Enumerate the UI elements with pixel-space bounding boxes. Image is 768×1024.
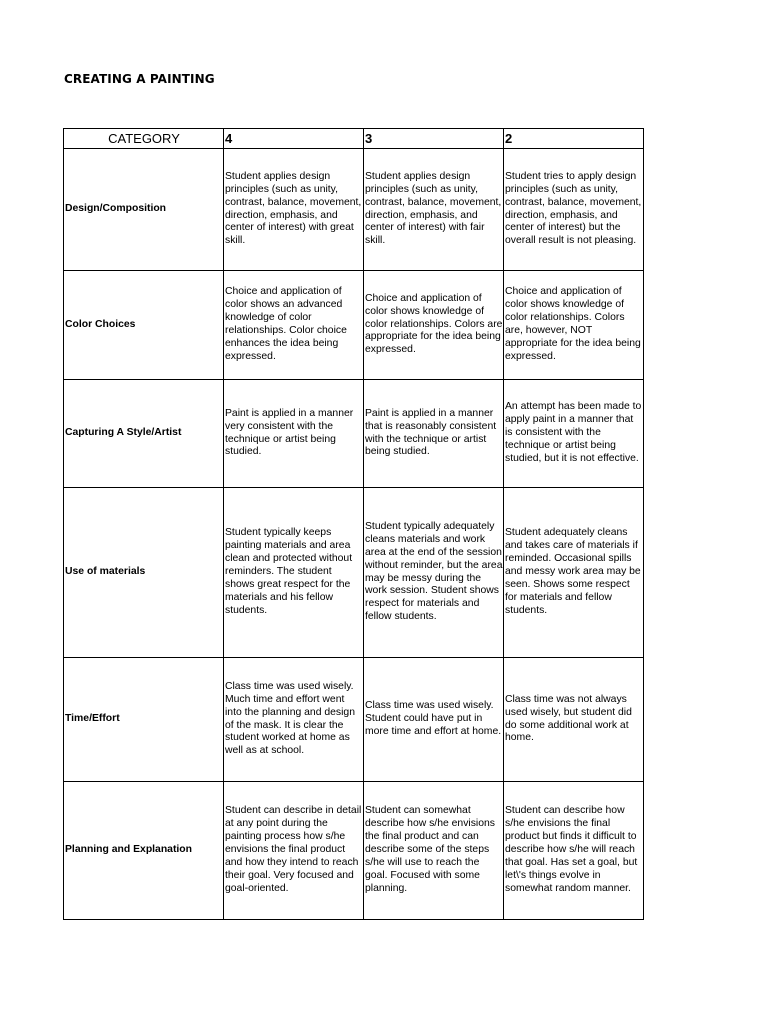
criterion-cell-level-2: Choice and application of color shows knowledge of color relationships. Colors are, however, NOT appropriate for the idea being expressed. xyxy=(504,271,644,380)
header-category: CATEGORY xyxy=(64,129,224,149)
header-row xyxy=(64,129,644,149)
document-title: CREATING A PAINTING xyxy=(64,72,215,86)
criterion-cell-level-3: Student typically adequately cleans materials and work area at the end of the session without reminder, but the area may be messy during the work session. Student shows respect for materials and fellow students. xyxy=(364,488,504,658)
rubric-row-time-effort xyxy=(64,658,644,782)
criterion-cell-level-4: Student typically keeps painting materials and area clean and protected without reminders. The student shows great respect for the materials and his fellow students. xyxy=(224,488,364,658)
category-cell: Time/Effort xyxy=(64,658,224,782)
category-cell: Use of materials xyxy=(64,488,224,658)
rubric-row-capturing-style xyxy=(64,380,644,488)
criterion-cell-level-3: Class time was used wisely. Student could have put in more time and effort at home. xyxy=(364,658,504,782)
rubric-row-use-of-materials xyxy=(64,488,644,658)
criterion-cell-level-3: Student can somewhat describe how s/he envisions the final product and can describe some of the steps s/he will use to reach the goal. Focused with some planning. xyxy=(364,782,504,920)
criterion-cell-level-3: Paint is applied in a manner that is reasonably consistent with the technique or artist being studied. xyxy=(364,380,504,488)
criterion-cell-level-3: Student applies design principles (such as unity, contrast, balance, movement, direction, emphasis, and center of interest) with fair skill. xyxy=(364,149,504,271)
criterion-cell-level-2: Class time was not always used wisely, but student did do some additional work at home. xyxy=(504,658,644,782)
criterion-cell-level-4: Choice and application of color shows an advanced knowledge of color relationships. Color choice enhances the idea being expressed. xyxy=(224,271,364,380)
category-cell: Design/Composition xyxy=(64,149,224,271)
criterion-cell-level-4: Student can describe in detail at any point during the painting process how s/he envisions the final product and how they intend to reach their goal. Very focused and goal-oriented. xyxy=(224,782,364,920)
criterion-cell-level-2: Student adequately cleans and takes care of materials if reminded. Occasional spills and messy work area may be seen. Shows some respect for materials and fellow students. xyxy=(504,488,644,658)
category-cell: Capturing A Style/Artist xyxy=(64,380,224,488)
criterion-cell-level-2: Student can describe how s/he envisions the final product but finds it difficult to describe how s/he will reach that goal. Has set a goal, but let\'s things evolve in somewhat random manner. xyxy=(504,782,644,920)
rubric-table xyxy=(63,128,644,920)
criterion-cell-level-2: Student tries to apply design principles (such as unity, contrast, balance, movement, direction, emphasis, and center of interest) but the overall result is not pleasing. xyxy=(504,149,644,271)
rubric-row-color-choices xyxy=(64,271,644,380)
category-cell: Planning and Explanation xyxy=(64,782,224,920)
criterion-cell-level-4: Class time was used wisely. Much time and effort went into the planning and design of the mask. It is clear the student worked at home as well as at school. xyxy=(224,658,364,782)
criterion-cell-level-4: Student applies design principles (such as unity, contrast, balance, movement, direction, emphasis, and center of interest) with great skill. xyxy=(224,149,364,271)
header-level-2: 2 xyxy=(504,129,644,149)
criterion-cell-level-3: Choice and application of color shows knowledge of color relationships. Colors are appropriate for the idea being expressed. xyxy=(364,271,504,380)
header-level-4: 4 xyxy=(224,129,364,149)
criterion-cell-level-4: Paint is applied in a manner very consistent with the technique or artist being studied. xyxy=(224,380,364,488)
rubric-row-design-composition xyxy=(64,149,644,271)
criterion-cell-level-2: An attempt has been made to apply paint in a manner that is consistent with the technique or artist being studied, but it is not effective. xyxy=(504,380,644,488)
category-cell: Color Choices xyxy=(64,271,224,380)
header-level-3: 3 xyxy=(364,129,504,149)
rubric-row-planning-explanation xyxy=(64,782,644,920)
